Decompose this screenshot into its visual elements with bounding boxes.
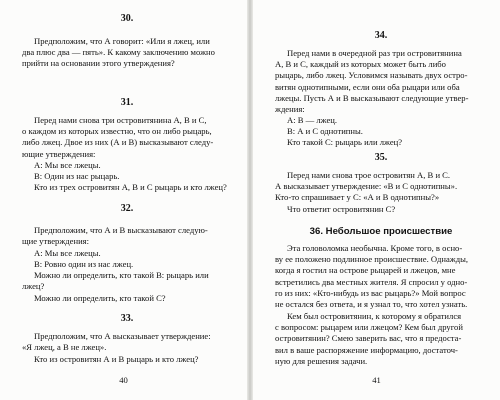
problem-33-number: 33. [120, 313, 134, 324]
page-number-right: 41 [372, 375, 381, 385]
problem-33-question: Кто из островитян А и В рыцарь и кто лжец? [34, 354, 199, 364]
problem-31-number: 31. [120, 97, 134, 108]
problem-34-text: Перед нами в очередной раз три островитянина А, В и С, каждый из которых может быть либо рыцарь, либо лжец. Условимся называть двух остро- витян однотипными, если они оба рыцари или оба лжецы. Пусть А и В высказывают следующие утвер- ждения: [275, 48, 469, 115]
problem-30-text: Предположим, что А говорит: «Или я лжец, или два плюс два — пять». К какому заключению можно прийти на основании этого утверждения? [22, 36, 215, 69]
problem-33-text: Предположим, что А высказывает утверждение: «Я лжец, а В не лжец». [22, 331, 211, 353]
problem-34-statement-b: В: А и С однотипны. [287, 126, 363, 136]
section-36-paragraph-2: Кем был островитянин, к которому я обратился с вопросом: рыцарем или лжецом? Кем был другой островитянин? Смею заверить вас, что я предоста- вил в ваше распоряжение информацию, достаточ- ную для решения задачи. [275, 311, 463, 366]
problem-35-question: Что ответит островитянин С? [287, 204, 396, 214]
problem-34-question: Кто такой С: рыцарь или лжец? [287, 137, 403, 147]
problem-32-question-1: Можно ли определить, кто такой В: рыцарь или лжец? [22, 270, 209, 292]
page-number-left: 40 [119, 375, 128, 385]
problem-34-statement-a: А: В — лжец. [287, 115, 338, 125]
left-page [0, 0, 247, 400]
problem-31-text: Перед нами снова три островитянина А, В и С, о каждом из которых известно, что он либо рыцарь, либо лжец. Двое из них (А и В) высказывают следу- ющие утверждения: [22, 115, 214, 159]
problem-35-number: 35. [374, 152, 388, 163]
section-36-paragraph-1: Эта головоломка необычна. Кроме того, в осно- ву ее положено подлинное происшествие. Однажды, когда я гостил на острове рыцарей и лжецов, мне встретились два местных жителя. Я спросил у одно- го из них: «Кто-нибудь из вас рыцарь?» Мой вопрос не остался без ответа, и я узнал то, что хотел узнать. [275, 243, 468, 310]
problem-32-text: Предположим, что А и В высказывают следую- щие утверждения: [22, 225, 208, 247]
problem-31-statement-a: А: Мы все лжецы. [34, 160, 101, 170]
problem-31-question: Кто из трех островитян А, В и С рыцарь и кто лжец? [34, 182, 227, 192]
problem-30-number: 30. [120, 13, 134, 24]
section-36-title: 36. Небольшое происшествие [309, 226, 453, 237]
problem-31-statement-b: В: Один из нас рыцарь. [34, 171, 120, 181]
problem-32-question-2: Можно ли определить, кто такой С? [34, 293, 166, 303]
problem-34-number: 34. [374, 30, 388, 41]
problem-35-text: Перед нами снова трое островитян А, В и С. А высказывает утверждение: «В и С однотипны». Кто-то спрашивает у С: «А и В однотипны?» [275, 170, 458, 203]
right-page [253, 0, 500, 400]
problem-32-statement-b: В: Ровно один из нас лжец. [34, 259, 134, 269]
problem-32-statement-a: А: Мы все лжецы. [34, 248, 101, 258]
problem-32-number: 32. [120, 203, 134, 214]
